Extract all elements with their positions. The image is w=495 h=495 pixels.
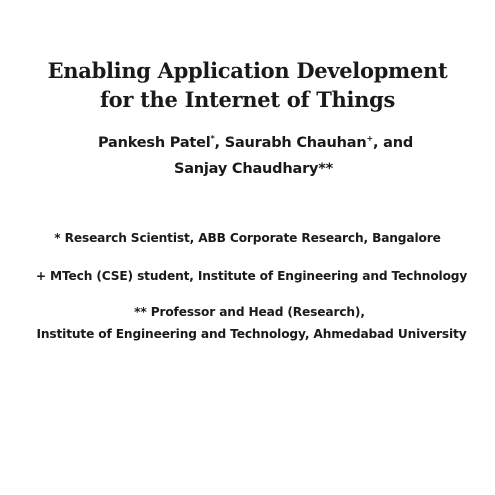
affiliation-3-line-1: ** Professor and Head (Research), [134, 305, 365, 319]
authors-line-2 [6, 157, 495, 181]
affiliation-2: + MTech (CSE) student, Institute of Engineering and Technology [35, 269, 468, 283]
title-line-1: Enabling Application Development [47, 58, 448, 83]
author-2-mark: + [366, 134, 373, 144]
author-1-mark: * [210, 134, 215, 144]
affiliation-3-line-2: Institute of Engineering and Technology, Ahmedabad University [36, 327, 467, 341]
author-1-name: Pankesh Patel [97, 135, 211, 151]
author-separator-2: , and [372, 135, 414, 151]
author-2-name: Saurabh Chauhan [224, 135, 367, 151]
authors-line-1 [8, 131, 495, 155]
author-3-name: Sanjay Chaudhary** [173, 161, 334, 177]
title-line-2: for the Internet of Things [99, 87, 396, 112]
affiliation-1: * Research Scientist, ABB Corporate Research, Bangalore [54, 231, 441, 245]
author-separator-1: , [214, 135, 225, 151]
